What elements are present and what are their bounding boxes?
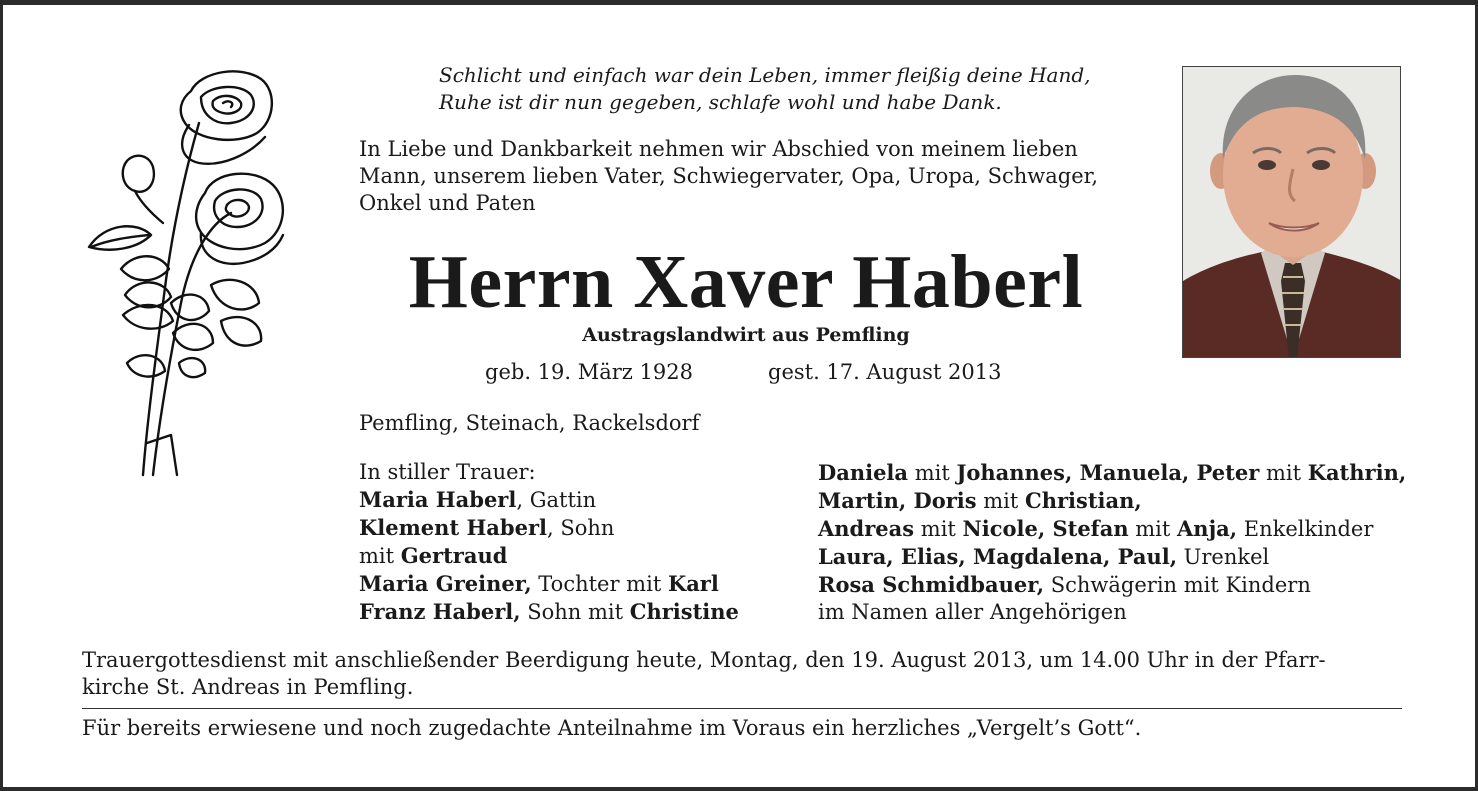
service-info [82, 647, 1326, 701]
roses-illustration [81, 63, 291, 481]
thanks-text: Für bereits erwiesene und noch zugedachte Anteilnahme im Voraus ein herzliches „Vergelt’s Gott“. [82, 716, 1142, 740]
mourner-line [818, 599, 1406, 626]
mourner-name: Christine [629, 599, 739, 624]
mourner-name: Maria Haberl [359, 487, 517, 512]
mourner-text: , Sohn [547, 516, 615, 540]
mourner-text: mit [1128, 517, 1178, 541]
mourner-name: Maria Greiner, [359, 571, 532, 596]
mourner-name: Anja, [1177, 516, 1238, 541]
mourner-text: mit [1259, 461, 1308, 485]
mourner-line [818, 515, 1406, 543]
mourner-text: Schwägerin mit Kindern [1044, 573, 1311, 597]
mourner-text: mit [359, 544, 401, 568]
mourner-line [818, 487, 1406, 515]
mourner-line [818, 459, 1406, 487]
mourner-name: Daniela [818, 460, 909, 485]
mourner-text: Enkelkinder [1237, 517, 1374, 541]
mourner-line [359, 598, 739, 626]
birth-date: geb. 19. März 1928 [485, 360, 693, 384]
portrait-icon [1183, 67, 1401, 358]
intro-line-2: Mann, unserem lieben Vater, Schwiegervater, Opa, Uropa, Schwager, [359, 164, 1099, 188]
mourner-name: Andreas [818, 516, 915, 541]
mourner-name: Franz Haberl, [359, 599, 521, 624]
service-line-2: kirche St. Andreas in Pemfling. [82, 675, 414, 699]
mourner-name: Karl [667, 571, 719, 596]
verse-line-2: Ruhe ist dir nun gegeben, schlafe wohl und habe Dank. [439, 90, 1002, 114]
intro-text [359, 136, 1098, 217]
mourner-name: Laura, Elias, Magdalena, Paul, [818, 544, 1177, 569]
mourner-name: Nicole, Stefan [962, 516, 1129, 541]
deceased-name: Herrn Xaver Haberl [408, 240, 1084, 324]
mourner-name: Christian, [1025, 488, 1142, 513]
mourner-text: im Namen aller Angehörigen [818, 600, 1127, 624]
divider [82, 708, 1402, 709]
mourner-name: Kathrin, [1307, 460, 1407, 485]
mourner-line [359, 542, 739, 570]
mourner-text: , Gattin [516, 488, 597, 512]
mourners-right [818, 459, 1406, 626]
mourner-line [359, 486, 739, 514]
mourner-name: Klement Haberl [359, 515, 547, 540]
occupation: Austragslandwirt aus Pemfling [582, 324, 910, 346]
mourner-name: Martin, Doris [818, 488, 977, 513]
mourner-line [359, 514, 739, 542]
intro-line-3: Onkel und Paten [359, 191, 536, 215]
mourner-name: Gertraud [400, 543, 508, 568]
portrait-photo [1182, 66, 1401, 358]
verse-line-1: Schlicht und einfach war dein Leben, immer fleißig deine Hand, [439, 63, 1091, 87]
places: Pemfling, Steinach, Rackelsdorf [359, 411, 700, 435]
mourner-text: In stiller Trauer: [359, 460, 536, 484]
mourner-text: mit [976, 489, 1025, 513]
intro-line-1: In Liebe und Dankbarkeit nehmen wir Abschied von meinem lieben [359, 137, 1078, 161]
mourner-text: Sohn mit [520, 600, 630, 624]
mourner-line [818, 543, 1406, 571]
mourner-name: Rosa Schmidbauer, [818, 572, 1045, 597]
mourner-text: Tochter mit [531, 572, 668, 596]
mourner-text: mit [914, 517, 963, 541]
mourner-line [359, 459, 739, 486]
service-line-1: Trauergottesdienst mit anschließender Beerdigung heute, Montag, den 19. August 2013, um 14.00 Uhr in der Pfarr- [82, 648, 1326, 672]
mourner-line [818, 571, 1406, 599]
mourner-text: Urenkel [1177, 545, 1270, 569]
mourner-line [359, 570, 739, 598]
mourner-text: mit [908, 461, 957, 485]
mourners-left [359, 459, 739, 626]
death-date: gest. 17. August 2013 [768, 360, 1002, 384]
mourner-name: Johannes, Manuela, Peter [956, 460, 1260, 485]
verse [439, 62, 1091, 116]
